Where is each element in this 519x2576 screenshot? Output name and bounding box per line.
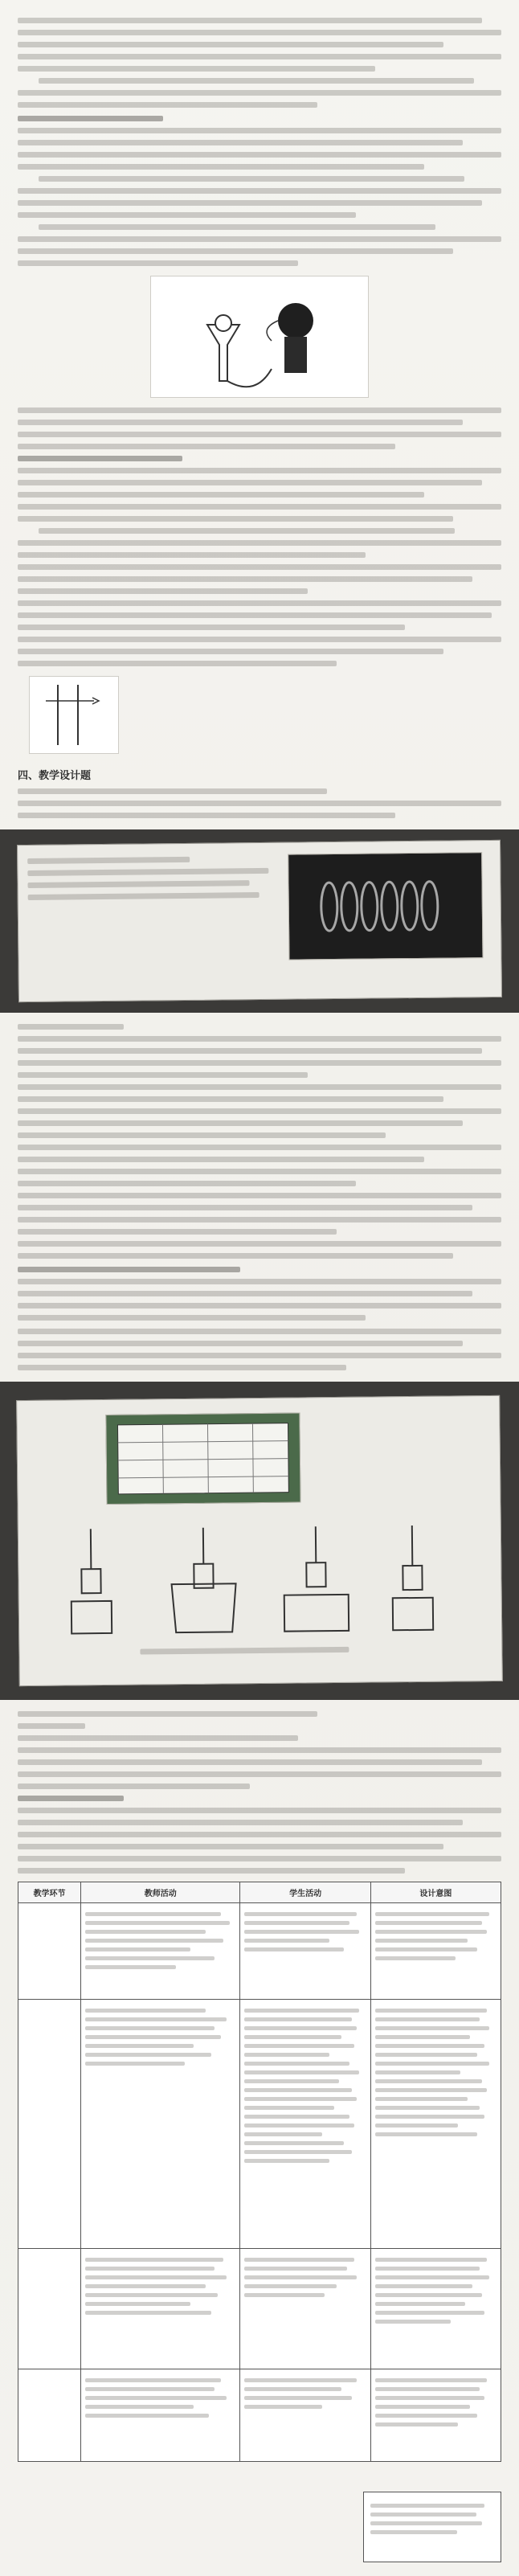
section-4-heading: 四、教学设计题 (18, 770, 92, 782)
table-scrap (363, 2492, 501, 2562)
paper-strips-figure (29, 676, 119, 754)
stage-cell (18, 1903, 81, 2000)
column-header: 设计意图 (370, 1882, 501, 1903)
question-14 (18, 1267, 501, 1321)
column-header: 教学环节 (18, 1882, 81, 1903)
table-row (18, 1903, 501, 2000)
question-14-tasks (18, 1711, 501, 1874)
lesson-plan-table (18, 1882, 501, 2462)
coil-iron-filings-diagram (288, 853, 482, 960)
column-header: 学生活动 (240, 1882, 370, 1903)
stage-cell (18, 2000, 81, 2249)
question-14-intro (18, 1329, 501, 1370)
stage-cell (18, 2369, 81, 2462)
table-header-row (18, 1882, 501, 1903)
question-13 (18, 788, 501, 818)
worksheet-grid-diagram (106, 1413, 300, 1504)
question-12 (18, 116, 501, 266)
textbook-scan-electromagnet (0, 829, 519, 1013)
coil-photo (288, 852, 483, 960)
funnel-ball-diagram (151, 276, 368, 397)
column-header: 教师活动 (81, 1882, 240, 1903)
question-12-discussion (18, 407, 501, 666)
stage-cell (18, 2249, 81, 2369)
question-13-answers (18, 1024, 501, 1259)
table-row (18, 2249, 501, 2369)
funnel-figure (150, 276, 369, 398)
figure-caption-line (140, 1647, 349, 1655)
worksheet-photo (105, 1412, 300, 1505)
textbook-scan-buoyancy (0, 1382, 519, 1700)
table-row (18, 2369, 501, 2462)
buoyancy-apparatus (43, 1517, 462, 1641)
buoyancy-apparatus-diagram (43, 1517, 462, 1641)
paper-strips-diagram (30, 677, 118, 753)
intro-paragraphs (18, 18, 501, 108)
table-row (18, 2000, 501, 2249)
